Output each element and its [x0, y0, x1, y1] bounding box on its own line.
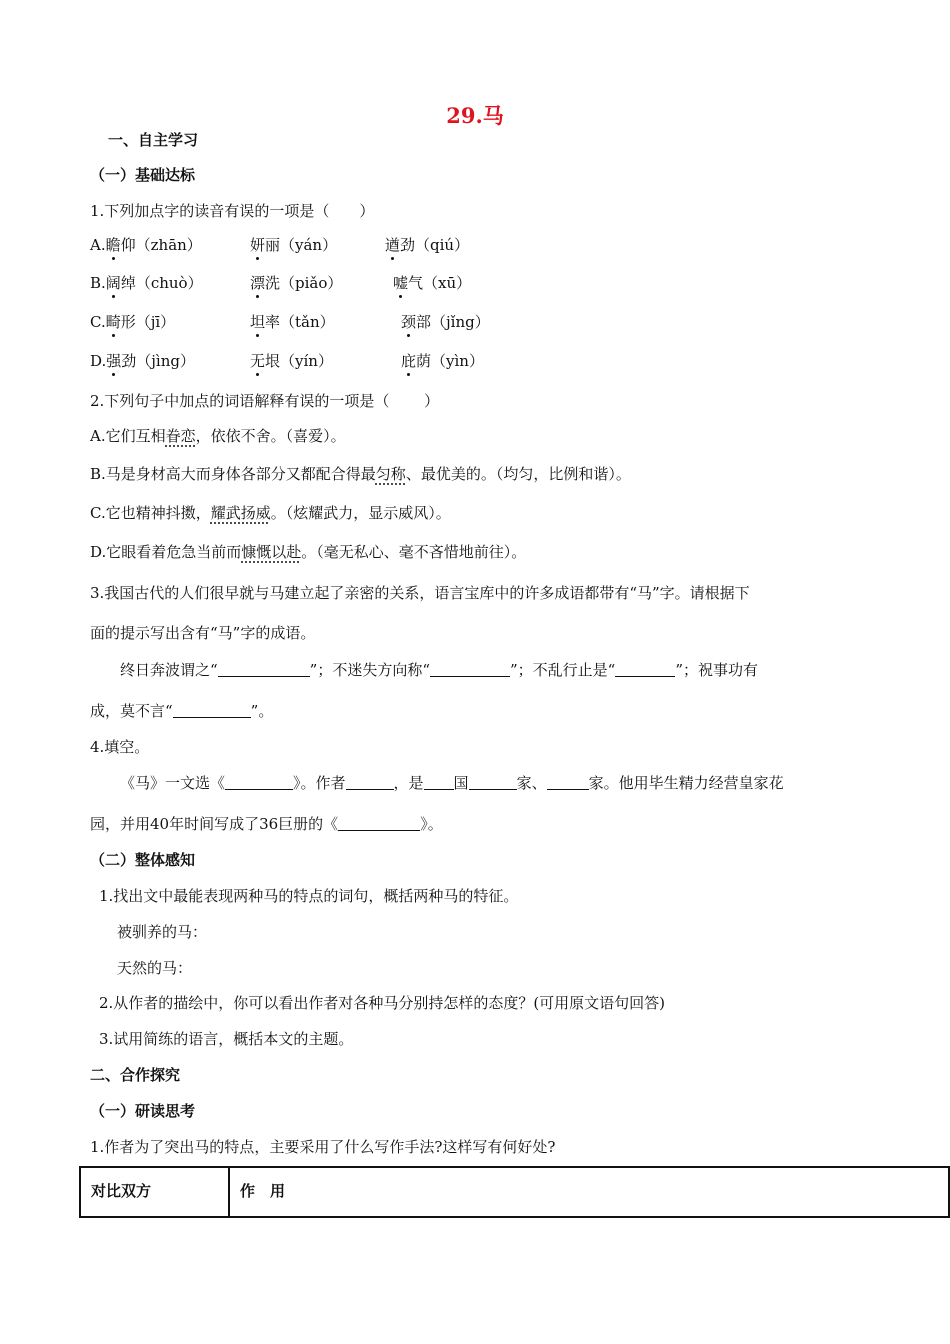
answer-blank[interactable]	[615, 660, 675, 677]
question-3-line-2: 面的提示写出含有“马”字的成语。	[90, 624, 316, 642]
option-a-3: 遒劲（qiú）	[385, 236, 470, 254]
question-4-fill-line-1: 《马》一文选《 》。作者 ，是 国 家、 家。他用毕生精力经营皇家花	[120, 774, 784, 792]
overall-question-1-domesticated: 被驯养的马：	[117, 923, 208, 941]
question-4-fill-line-2: 园，并用40年时间写成了36巨册的《 》。	[90, 815, 443, 833]
option-a-1: A.瞻仰（zhān）	[90, 236, 202, 254]
overall-question-2: 2.从作者的描绘中，你可以看出作者对各种马分别持怎样的态度？(可用原文语句回答)	[99, 994, 666, 1012]
answer-blank[interactable]	[218, 660, 310, 677]
question-4-stem: 4.填空。	[90, 738, 150, 756]
answer-blank[interactable]	[338, 814, 420, 831]
subsection-heading-reading: （一）研读思考	[90, 1102, 196, 1120]
option-b-2: 漂洗（piǎo）	[250, 274, 343, 292]
subsection-heading-overall: （二）整体感知	[90, 851, 196, 869]
option-b-1: B.阔绰（chuò）	[90, 274, 203, 292]
option-b-3: 嘘气（xū）	[393, 274, 472, 292]
section-heading-self-study: 一、自主学习	[108, 131, 199, 149]
question-2-option-c: C.它也精神抖擞，耀武扬威。（炫耀武力，显示威风）。	[90, 504, 451, 522]
option-c-3: 颈部（jǐng）	[401, 313, 490, 331]
option-d-3: 庇荫（yìn）	[401, 352, 484, 370]
answer-blank[interactable]	[469, 773, 517, 790]
table-header-effect: 作 用	[229, 1167, 949, 1217]
option-d-1: D.强劲（jìng）	[90, 352, 195, 370]
question-1-stem: 1.下列加点字的读音有误的一项是（ ）	[90, 202, 375, 220]
question-2-stem: 2.下列句子中加点的词语解释有误的一项是（ ）	[90, 392, 440, 410]
option-d-2: 无垠（yín）	[250, 352, 333, 370]
answer-blank[interactable]	[225, 773, 293, 790]
overall-question-1-wild: 天然的马：	[117, 959, 193, 977]
question-2-option-d: D.它眼看着危急当前而慷慨以赴。（毫无私心、毫不吝惜地前往）。	[90, 543, 527, 561]
answer-blank[interactable]	[173, 701, 251, 718]
table-header-parties: 对比双方	[80, 1167, 229, 1217]
subsection-heading-basics: （一）基础达标	[90, 166, 196, 184]
question-2-option-a: A.它们互相眷恋，依依不舍。（喜爱）。	[90, 427, 346, 445]
question-3-line-1: 3.我国古代的人们很早就与马建立起了亲密的关系，语言宝库中的许多成语都带有“马”字。请根据下	[90, 584, 750, 602]
comparison-table	[79, 1166, 950, 1218]
inquiry-question-1: 1.作者为了突出马的特点，主要采用了什么写作手法?这样写有何好处?	[90, 1138, 556, 1156]
page-title: 29.马	[446, 103, 504, 128]
overall-question-1: 1.找出文中最能表现两种马的特点的词句，概括两种马的特征。	[99, 887, 519, 905]
question-3-fill-line-2: 成，莫不言“ ”。	[90, 702, 274, 720]
option-a-2: 妍丽（yán）	[250, 236, 338, 254]
answer-blank[interactable]	[346, 773, 394, 790]
answer-blank[interactable]	[424, 773, 454, 790]
option-c-1: C.畸形（jī）	[90, 313, 176, 331]
answer-blank[interactable]	[430, 660, 510, 677]
question-2-option-b: B.马是身材高大而身体各部分又都配合得最匀称、最优美的。（均匀，比例和谐）。	[90, 465, 631, 483]
section-heading-cooperative: 二、合作探究	[90, 1066, 181, 1084]
question-3-fill-line-1: 终日奔波谓之“ ”；不迷失方向称“ ”；不乱行止是“ ”；祝事功有	[120, 661, 759, 679]
option-c-2: 坦率（tǎn）	[250, 313, 335, 331]
overall-question-3: 3.试用简练的语言，概括本文的主题。	[99, 1030, 354, 1048]
answer-blank[interactable]	[547, 773, 589, 790]
